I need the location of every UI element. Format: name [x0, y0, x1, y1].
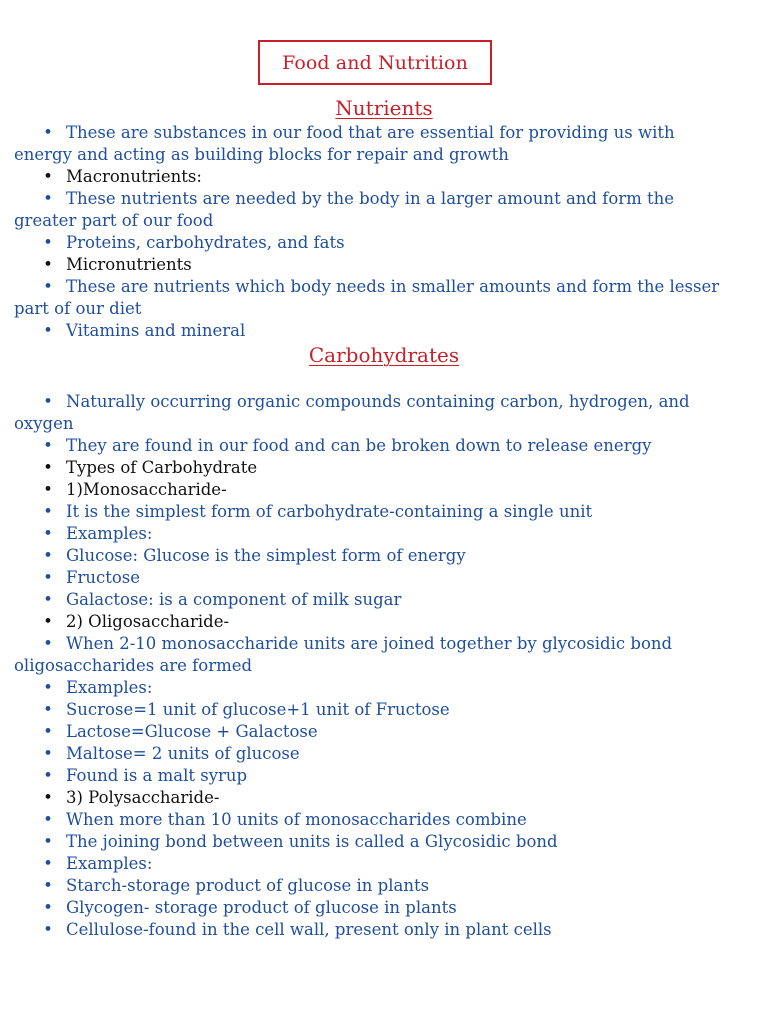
list-item: • Glycogen- storage product of glucose in plants	[43, 898, 457, 917]
bullet-icon: •	[43, 189, 53, 208]
list-item: • Types of Carbohydrate	[43, 458, 258, 477]
bullet-icon: •	[43, 321, 53, 340]
bullet-icon: •	[43, 678, 53, 697]
heading-carbohydrates: Carbohydrates	[308, 343, 460, 367]
list-item: • Examples:	[43, 854, 153, 873]
bullet-icon: •	[43, 832, 53, 851]
list-item: • Lactose=Glucose + Galactose	[43, 722, 318, 741]
list-item: • Glucose: Glucose is the simplest form of energy	[43, 546, 466, 565]
bullet-icon: •	[43, 898, 53, 917]
nutrients-list	[0, 122, 768, 342]
list-item: • Starch-storage product of glucose in plants	[43, 876, 430, 895]
bullet-icon: •	[43, 876, 53, 895]
bullet-icon: •	[43, 167, 53, 186]
list-item: • Cellulose-found in the cell wall, present only in plant cells	[43, 920, 552, 939]
list-item: • Proteins, carbohydrates, and fats	[43, 233, 345, 252]
list-item: • Naturally occurring organic compounds containing carbon, hydrogen, and oxygen	[14, 392, 690, 433]
bullet-icon: •	[43, 700, 53, 719]
list-item: • 2) Oligosaccharide-	[43, 612, 230, 631]
bullet-icon: •	[43, 436, 53, 455]
bullet-icon: •	[43, 480, 53, 499]
list-item: • They are found in our food and can be broken down to release energy	[43, 436, 652, 455]
bullet-icon: •	[43, 458, 53, 477]
list-item: • 3) Polysaccharide-	[43, 788, 220, 807]
bullet-icon: •	[43, 233, 53, 252]
bullet-icon: •	[43, 277, 53, 296]
heading-nutrients: Nutrients	[335, 96, 433, 120]
bullet-icon: •	[43, 766, 53, 785]
list-item: • Maltose= 2 units of glucose	[43, 744, 300, 763]
carbohydrates-list	[0, 391, 768, 941]
bullet-icon: •	[43, 568, 53, 587]
list-item: • 1)Monosaccharide-	[43, 480, 227, 499]
bullet-icon: •	[43, 255, 53, 274]
bullet-icon: •	[43, 722, 53, 741]
bullet-icon: •	[43, 634, 53, 653]
list-item: • Found is a malt syrup	[43, 766, 248, 785]
list-item: • It is the simplest form of carbohydrate-containing a single unit	[43, 502, 593, 521]
bullet-icon: •	[43, 920, 53, 939]
bullet-icon: •	[43, 854, 53, 873]
list-item: • Fructose	[43, 568, 141, 587]
list-item: • When more than 10 units of monosaccharides combine	[43, 810, 527, 829]
bullet-icon: •	[43, 744, 53, 763]
bullet-icon: •	[43, 123, 53, 142]
bullet-icon: •	[43, 810, 53, 829]
bullet-icon: •	[43, 502, 53, 521]
bullet-icon: •	[43, 612, 53, 631]
list-item: • Examples:	[43, 524, 153, 543]
list-item: • These are nutrients which body needs in smaller amounts and form the lesser part of our diet	[14, 277, 720, 318]
list-item: • Macronutrients:	[43, 167, 202, 186]
list-item: • These are substances in our food that are essential for providing us with energy and acting as building blocks for repair and growth	[14, 123, 675, 164]
bullet-icon: •	[43, 392, 53, 411]
list-item: • Galactose: is a component of milk sugar	[43, 590, 402, 609]
list-item: • When 2-10 monosaccharide units are joined together by glycosidic bond oligosaccharides are formed	[14, 634, 673, 675]
list-item: • These nutrients are needed by the body in a larger amount and form the greater part of our food	[14, 189, 675, 230]
page-title: Food and Nutrition	[258, 40, 492, 85]
bullet-icon: •	[43, 590, 53, 609]
list-item: • Examples:	[43, 678, 153, 697]
bullet-icon: •	[43, 546, 53, 565]
bullet-icon: •	[43, 524, 53, 543]
list-item: • Vitamins and mineral	[43, 321, 246, 340]
bullet-icon: •	[43, 788, 53, 807]
list-item: • Micronutrients	[43, 255, 192, 274]
list-item: • The joining bond between units is called a Glycosidic bond	[43, 832, 558, 851]
list-item: • Sucrose=1 unit of glucose+1 unit of Fructose	[43, 700, 450, 719]
